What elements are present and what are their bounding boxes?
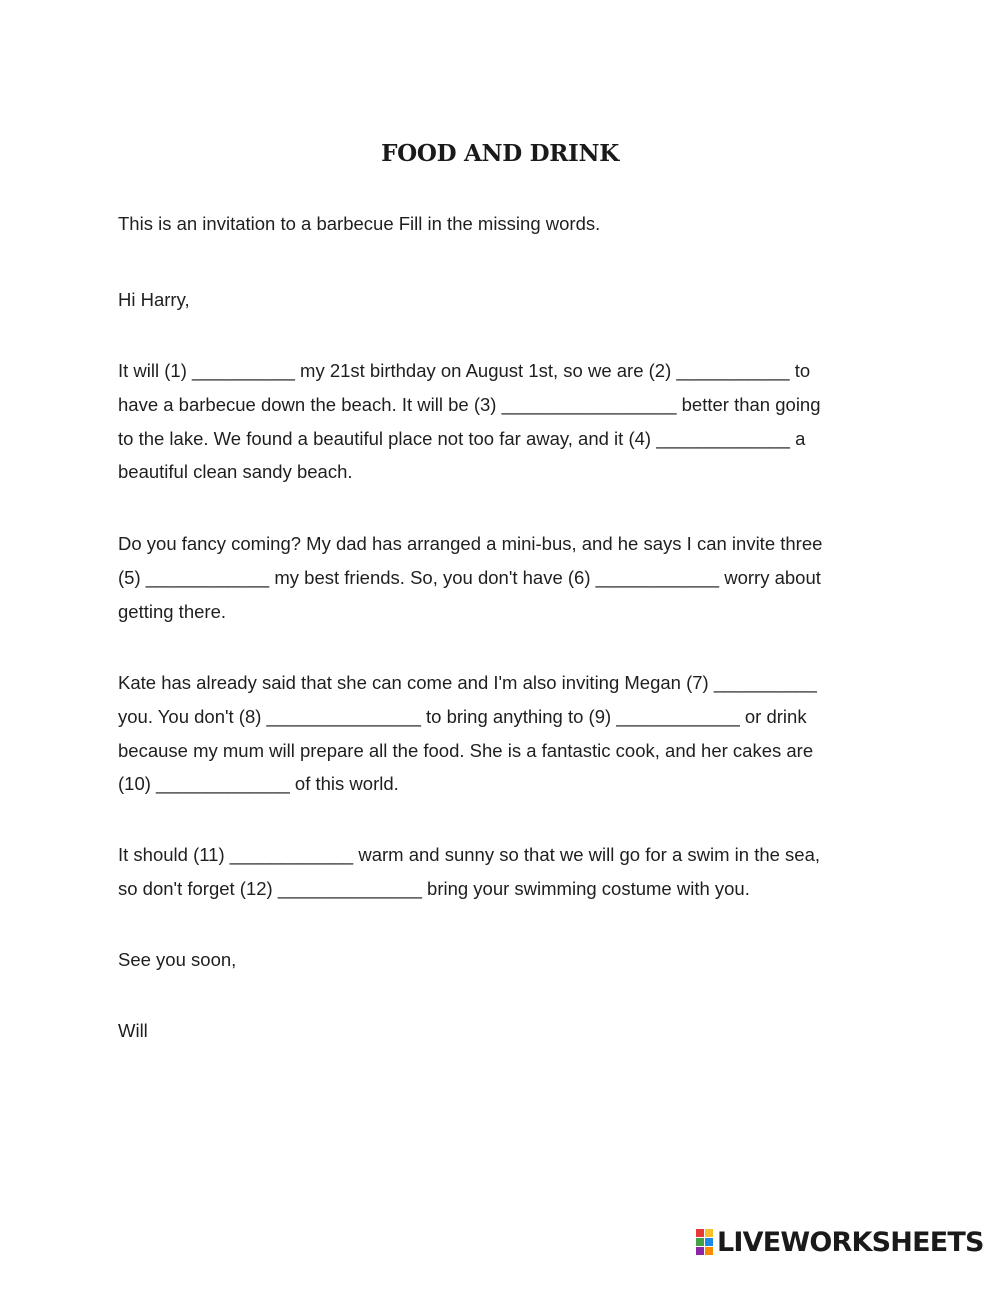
paragraph-2-line-1: Do you fancy coming? My dad has arranged a mini-bus, and he says I can invite three [118, 533, 823, 554]
logo-blocks-icon [696, 1229, 713, 1255]
paragraph-3 [118, 666, 878, 801]
signature: Will [118, 1020, 148, 1041]
instructions: This is an invitation to a barbecue Fill in the missing words. [118, 213, 601, 234]
liveworksheets-logo [696, 1226, 984, 1258]
paragraph-3-line-1: Kate has already said that she can come and I'm also inviting Megan (7) __________ [118, 672, 817, 693]
paragraph-1-line-4: beautiful clean sandy beach. [118, 461, 353, 483]
paragraph-4 [118, 838, 878, 906]
paragraph-2 [118, 527, 878, 628]
paragraph-1-line-1: It will (1) __________ my 21st birthday on August 1st, so we are (2) ___________ to [118, 360, 811, 381]
logo-text: LIVEWORKSHEETS [717, 1226, 984, 1258]
paragraph-1-line-3: to the lake. We found a beautiful place not too far away, and it (4) _____________ a [118, 427, 806, 449]
logo-block [705, 1229, 713, 1237]
logo-block [705, 1247, 713, 1255]
paragraph-1 [118, 354, 878, 489]
paragraph-3-line-2: you. You don't (8) _______________ to bring anything to (9) ____________ or drink [118, 705, 807, 727]
paragraph-3-line-4: (10) _____________ of this world. [118, 773, 399, 795]
paragraph-4-line-2: so don't forget (12) ______________ bring your swimming costume with you. [118, 877, 750, 899]
logo-block [696, 1229, 704, 1237]
paragraph-1-line-2: have a barbecue down the beach. It will be (3) _________________ better than going [118, 393, 821, 415]
paragraph-2-line-3: getting there. [118, 600, 226, 622]
paragraph-2-line-2: (5) ____________ my best friends. So, you don't have (6) ____________ worry about [118, 566, 821, 588]
paragraph-4-line-1: It should (11) ____________ warm and sunny so that we will go for a swim in the sea, [118, 844, 821, 865]
worksheet-title: FOOD AND DRINK [381, 140, 619, 167]
greeting: Hi Harry, [118, 289, 190, 310]
closing: See you soon, [118, 949, 237, 970]
logo-block [696, 1238, 704, 1246]
paragraph-3-line-3: because my mum will prepare all the food. She is a fantastic cook, and her cakes are [118, 739, 814, 761]
logo-block [696, 1247, 704, 1255]
logo-block [705, 1238, 713, 1246]
